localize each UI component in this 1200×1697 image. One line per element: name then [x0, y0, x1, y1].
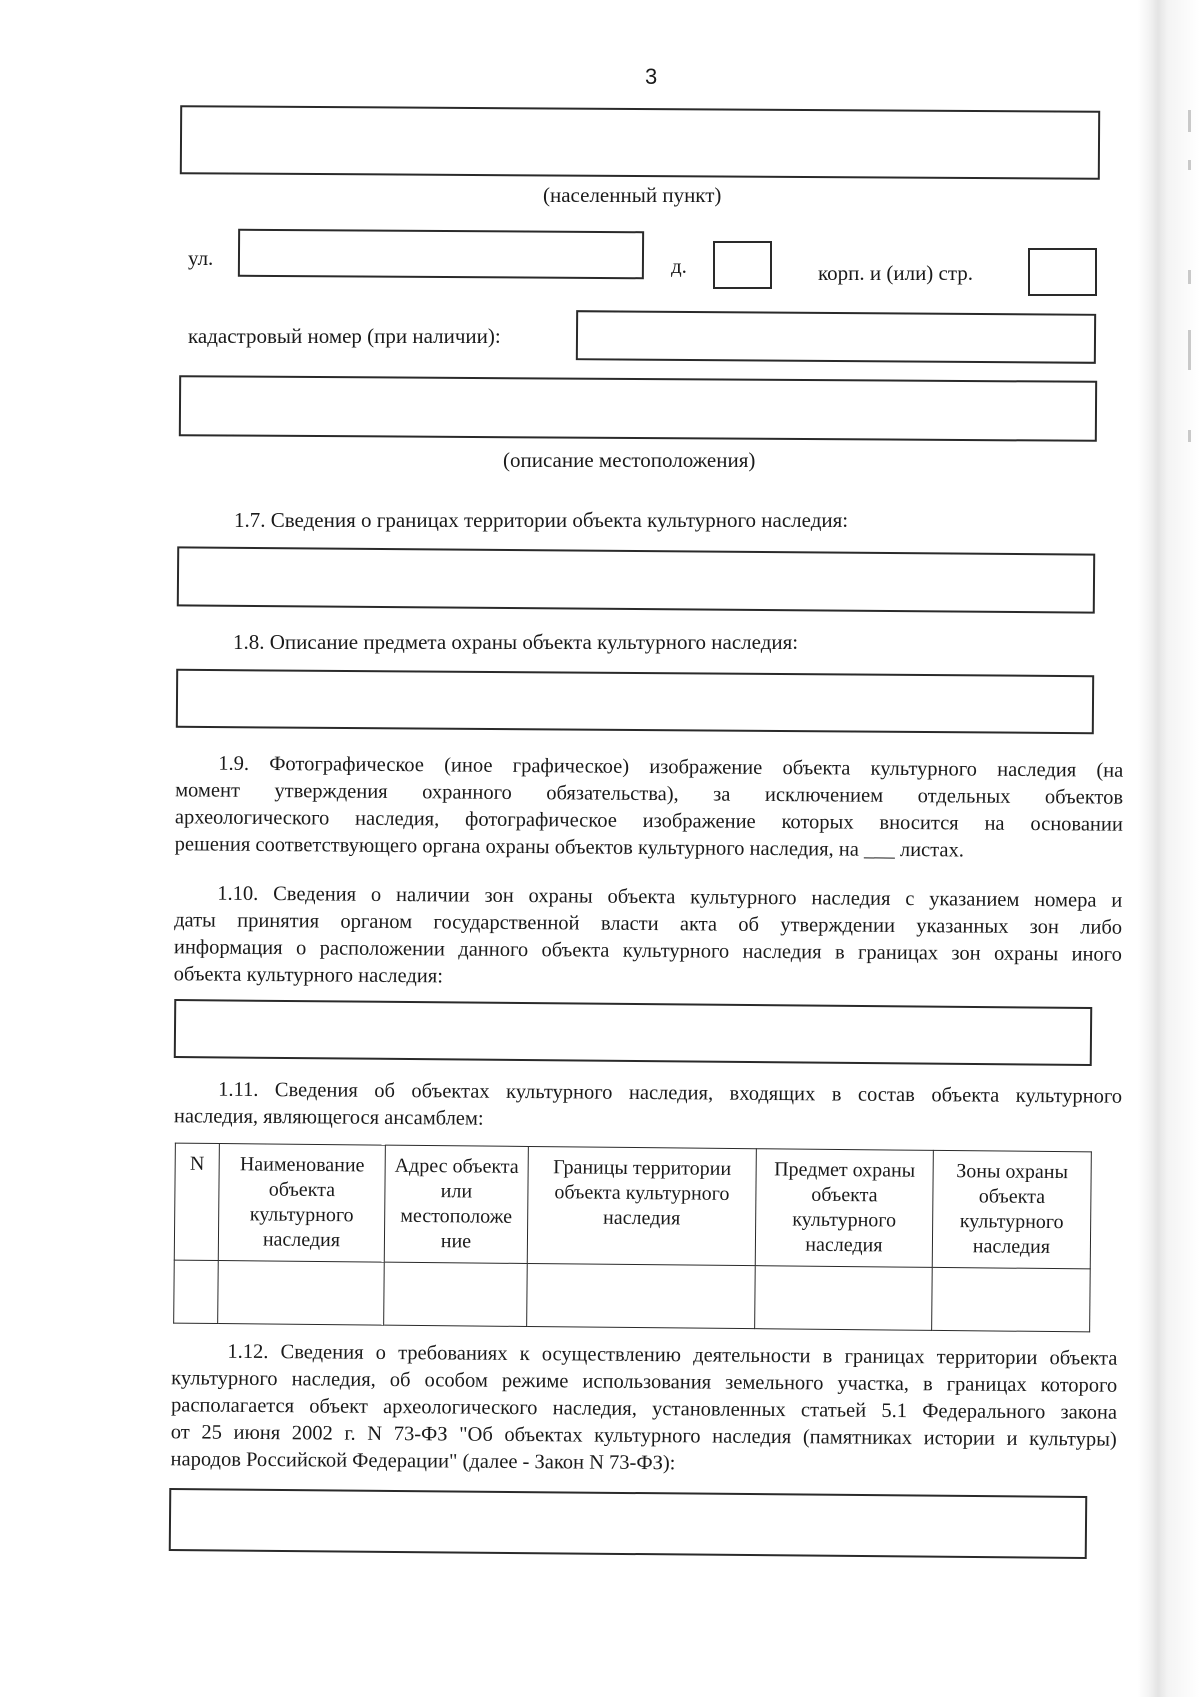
paragraph-line: народов Российской Федерации" (далее - Закон N 73-ФЗ):: [170, 1448, 676, 1475]
paragraph-line: информация о расположении данного объекта культурного наследия в границах зон охраны иного: [173, 936, 1122, 966]
paragraph-line: 1.11. Сведения об объектах культурного наследия, входящих в состав объекта культурного: [218, 1078, 1123, 1108]
section-1-12-text: [170, 1338, 1117, 1480]
paragraph-line: археологического наследия, фотографическое изображение которых вносится на основании: [174, 806, 1123, 836]
col-header-address: Адрес объекта или местоположе ние: [384, 1145, 528, 1263]
activity-requirements-field[interactable]: [169, 1488, 1088, 1559]
building-field[interactable]: [1028, 248, 1097, 296]
paragraph-line: от 25 июня 2002 г. N 73-ФЗ "Об объектах культурного наследия (памятниках истории и культуры): [170, 1421, 1117, 1451]
paragraph-line: даты принятия органом государственной власти акта об утверждении указанных зон либо: [174, 909, 1123, 939]
protection-subject-field[interactable]: [176, 669, 1094, 734]
settlement-caption: (населенный пункт): [543, 183, 722, 207]
settlement-field[interactable]: [180, 105, 1100, 180]
paragraph-line: наследия, являющегося ансамблем:: [173, 1105, 484, 1130]
paragraph-line: располагается объект археологического наследия, установленных статьей 5.1 Федерального закона: [170, 1394, 1118, 1424]
section-1-8-heading: 1.8. Описание предмета охраны объекта культурного наследия:: [233, 630, 799, 654]
cadastral-field[interactable]: [576, 310, 1096, 364]
paragraph-line: 1.12. Сведения о требованиях к осуществлению деятельности в границах территории объекта: [227, 1340, 1118, 1370]
table-cell[interactable]: [218, 1261, 385, 1326]
table-header-row: [174, 1143, 1091, 1269]
col-header-protection-subject: Предмет охраны объекта культурного наследия: [755, 1149, 933, 1268]
table-cell[interactable]: [384, 1262, 528, 1326]
territory-boundaries-field[interactable]: [177, 546, 1095, 613]
section-1-10-text: [174, 880, 1123, 995]
ensemble-objects-table: [173, 1143, 1092, 1333]
building-label: корп. и (или) стр.: [818, 261, 974, 285]
table-cell[interactable]: [755, 1266, 933, 1331]
paragraph-line: 1.10. Сведения о наличии зон охраны объекта культурного наследия с указанием номера и: [217, 882, 1123, 912]
col-header-protection-zones: Зоны охраны объекта культурного наследия: [932, 1150, 1091, 1269]
location-caption: (описание местоположения): [503, 448, 756, 472]
paragraph-line: решения соответствующего органа охраны объектов культурного наследия, на ___ листах.: [174, 833, 964, 862]
section-1-11-text: [174, 1076, 1122, 1137]
table-cell[interactable]: [174, 1260, 219, 1323]
col-header-name: Наименование объекта культурного наследия: [218, 1144, 385, 1263]
section-1-9-text: [175, 750, 1124, 865]
street-label: ул.: [188, 246, 214, 270]
location-field[interactable]: [179, 375, 1097, 442]
col-header-number: N: [174, 1143, 219, 1260]
paragraph-line: момент утверждения охранного обязательства), за исключением отдельных объектов: [175, 779, 1124, 809]
table-row: [174, 1260, 1091, 1332]
table-cell[interactable]: [527, 1263, 756, 1328]
table-cell[interactable]: [932, 1267, 1091, 1332]
page-number: 3: [645, 64, 658, 89]
protection-zones-field[interactable]: [174, 999, 1092, 1066]
paragraph-line: объекта культурного наследия:: [173, 963, 444, 988]
cadastral-label: кадастровый номер (при наличии):: [188, 324, 501, 348]
paragraph-line: культурного наследия, об особом режиме использования земельного участка, в границах которого: [171, 1367, 1118, 1397]
house-label: д.: [671, 254, 687, 278]
scan-edge-marks: [1188, 0, 1191, 1697]
section-1-7-heading: 1.7. Сведения о границах территории объекта культурного наследия:: [234, 508, 849, 532]
street-field[interactable]: [238, 229, 644, 279]
house-field[interactable]: [713, 241, 772, 289]
col-header-boundaries: Границы территории объекта культурного наследия: [527, 1146, 756, 1265]
paragraph-line: 1.9. Фотографическое (иное графическое) изображение объекта культурного наследия (на: [218, 752, 1124, 782]
